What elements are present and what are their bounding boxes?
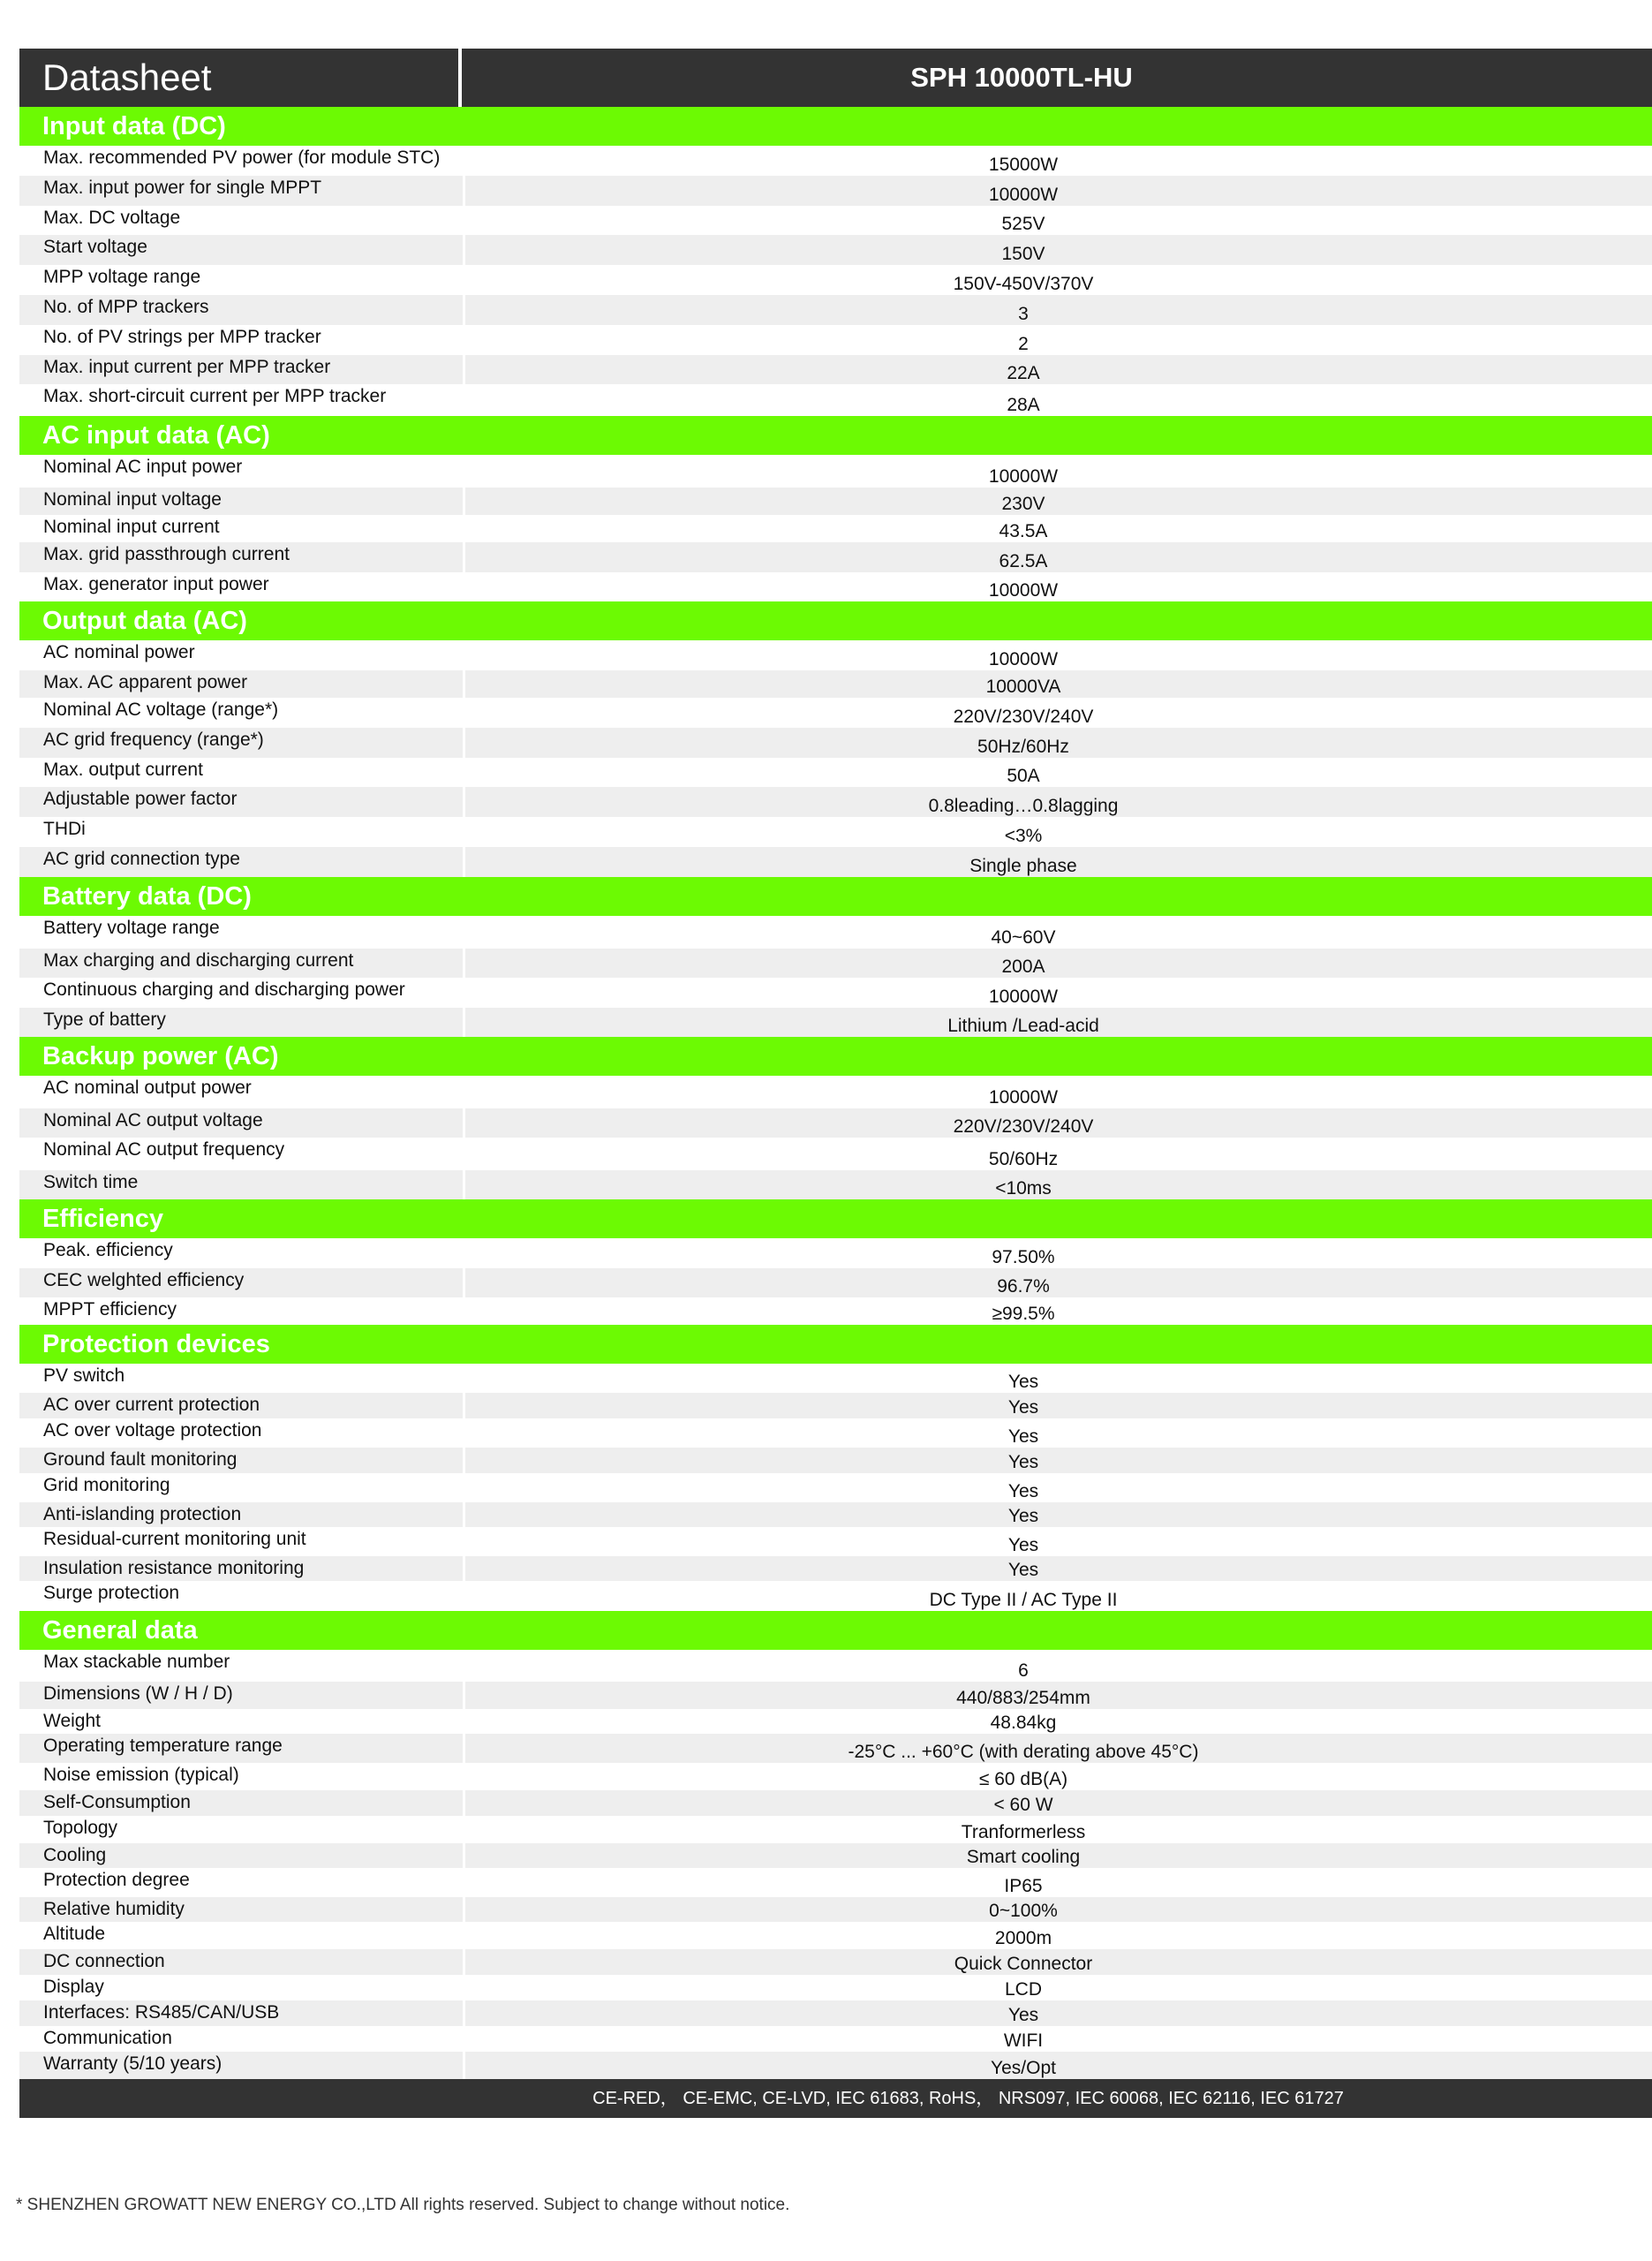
section-title: Output data (AC) bbox=[19, 601, 1652, 640]
copyright-footnote: * SHENZHEN GROWATT NEW ENERGY CO.,LTD All rights reserved. Subject to change without notice. bbox=[16, 2196, 790, 2214]
spec-row bbox=[19, 817, 1652, 847]
section-title: Protection devices bbox=[19, 1325, 1652, 1364]
spec-value: IP65 bbox=[1004, 1876, 1043, 1896]
spec-value: Yes bbox=[1007, 1535, 1039, 1555]
spec-value: Yes bbox=[1007, 1560, 1039, 1580]
spec-value: Yes bbox=[1007, 2005, 1039, 2025]
spec-label: AC nominal power bbox=[19, 640, 465, 670]
spec-label: MPPT efficiency bbox=[19, 1297, 465, 1325]
model-name: SPH 10000TL-HU bbox=[910, 62, 1133, 93]
spec-label: Ground fault monitoring bbox=[19, 1448, 465, 1473]
spec-value: 10000W bbox=[988, 466, 1059, 487]
spec-label: Peak. efficiency bbox=[19, 1238, 465, 1268]
spec-label: PV switch bbox=[19, 1364, 465, 1393]
spec-value: Single phase bbox=[969, 856, 1077, 876]
spec-label: Switch time bbox=[19, 1170, 465, 1199]
spec-row bbox=[19, 455, 1652, 488]
spec-value: < 60 W bbox=[993, 1795, 1053, 1815]
spec-row bbox=[19, 325, 1652, 355]
spec-label: Display bbox=[19, 1975, 465, 2000]
spec-row bbox=[19, 1816, 1652, 1843]
datasheet-table bbox=[19, 49, 1652, 2118]
spec-label: Adjustable power factor bbox=[19, 787, 465, 817]
spec-label: Protection degree bbox=[19, 1868, 465, 1897]
certifications-bar: CE-RED， CE-EMC, CE-LVD, IEC 61683, RoHS， NRS097, IEC 60068, IEC 62116, IEC 61727 bbox=[19, 2079, 1652, 2118]
spec-label: Start voltage bbox=[19, 235, 465, 265]
spec-label: Max. grid passthrough current bbox=[19, 542, 465, 572]
spec-row bbox=[19, 1527, 1652, 1556]
datasheet-title: Datasheet bbox=[19, 49, 462, 107]
spec-row bbox=[19, 295, 1652, 325]
spec-value: 62.5A bbox=[999, 551, 1048, 571]
spec-value: 50A bbox=[1007, 766, 1040, 786]
sections-container bbox=[19, 107, 1652, 2079]
spec-value: 150V bbox=[1001, 244, 1045, 264]
spec-row bbox=[19, 515, 1652, 542]
spec-row bbox=[19, 206, 1652, 235]
spec-row bbox=[19, 265, 1652, 295]
spec-label: Max stackable number bbox=[19, 1650, 465, 1682]
spec-value: 2000m bbox=[994, 1928, 1052, 1948]
spec-row bbox=[19, 1418, 1652, 1448]
spec-label: Surge protection bbox=[19, 1581, 465, 1611]
spec-label: Max. recommended PV power (for module STC) bbox=[19, 146, 465, 176]
spec-value: 15000W bbox=[988, 155, 1059, 175]
spec-label: Topology bbox=[19, 1816, 465, 1843]
spec-label: Nominal AC output voltage bbox=[19, 1108, 465, 1138]
spec-value: 220V/230V/240V bbox=[953, 707, 1094, 727]
spec-value: 10000W bbox=[988, 580, 1059, 601]
spec-row bbox=[19, 176, 1652, 206]
spec-value: DC Type II / AC Type II bbox=[929, 1590, 1118, 1610]
spec-row bbox=[19, 1556, 1652, 1581]
section-title: Battery data (DC) bbox=[19, 877, 1652, 916]
spec-row bbox=[19, 1473, 1652, 1502]
spec-value: Smart cooling bbox=[966, 1847, 1081, 1867]
section-title: Efficiency bbox=[19, 1199, 1652, 1238]
spec-row bbox=[19, 916, 1652, 949]
spec-label: Residual-current monitoring unit bbox=[19, 1527, 465, 1556]
spec-row bbox=[19, 787, 1652, 817]
spec-row bbox=[19, 1581, 1652, 1611]
spec-value: Quick Connector bbox=[954, 1954, 1093, 1974]
spec-value: 440/883/254mm bbox=[956, 1688, 1090, 1708]
spec-value: Yes bbox=[1007, 1452, 1039, 1472]
spec-label: Type of battery bbox=[19, 1008, 465, 1037]
spec-value: 3 bbox=[1018, 304, 1029, 324]
spec-row bbox=[19, 1364, 1652, 1393]
spec-value: 230V bbox=[1001, 494, 1045, 514]
spec-value: 10000W bbox=[988, 649, 1059, 669]
spec-label: Noise emission (typical) bbox=[19, 1763, 465, 1790]
spec-label: Nominal AC output frequency bbox=[19, 1138, 465, 1170]
section-title: Input data (DC) bbox=[19, 107, 1652, 146]
spec-row bbox=[19, 978, 1652, 1008]
spec-row bbox=[19, 1502, 1652, 1527]
spec-label: Communication bbox=[19, 2026, 465, 2052]
spec-label: No. of PV strings per MPP tracker bbox=[19, 325, 465, 355]
spec-label: Interfaces: RS485/CAN/USB bbox=[19, 2000, 465, 2026]
spec-value: 50/60Hz bbox=[988, 1149, 1059, 1169]
spec-label: Max. input power for single MPPT bbox=[19, 176, 465, 206]
spec-label: Max. DC voltage bbox=[19, 206, 465, 235]
spec-row bbox=[19, 1076, 1652, 1108]
spec-label: Max. AC apparent power bbox=[19, 670, 465, 698]
spec-row bbox=[19, 758, 1652, 787]
spec-row bbox=[19, 1008, 1652, 1037]
spec-value: LCD bbox=[1004, 1979, 1042, 2000]
section-title: AC input data (AC) bbox=[19, 416, 1652, 455]
datasheet-header bbox=[19, 49, 1652, 107]
spec-label: Relative humidity bbox=[19, 1897, 465, 1922]
spec-row bbox=[19, 728, 1652, 758]
spec-row bbox=[19, 146, 1652, 176]
spec-row bbox=[19, 1170, 1652, 1199]
section bbox=[19, 601, 1652, 877]
spec-value: Yes/Opt bbox=[991, 2058, 1056, 2078]
spec-value: 0.8leading…0.8lagging bbox=[928, 796, 1119, 816]
spec-row bbox=[19, 235, 1652, 265]
spec-label: AC grid frequency (range*) bbox=[19, 728, 465, 758]
spec-row bbox=[19, 1763, 1652, 1790]
spec-label: Operating temperature range bbox=[19, 1734, 465, 1763]
spec-row bbox=[19, 670, 1652, 698]
spec-row bbox=[19, 1650, 1652, 1682]
spec-row bbox=[19, 1297, 1652, 1325]
spec-row bbox=[19, 488, 1652, 515]
spec-value: 48.84kg bbox=[990, 1713, 1057, 1733]
section bbox=[19, 1325, 1652, 1611]
spec-label: AC nominal output power bbox=[19, 1076, 465, 1108]
spec-value: 28A bbox=[1007, 395, 1040, 415]
spec-label: THDi bbox=[19, 817, 465, 847]
spec-row bbox=[19, 542, 1652, 572]
spec-label: Cooling bbox=[19, 1843, 465, 1868]
spec-label: Max. input current per MPP tracker bbox=[19, 355, 465, 384]
spec-value: 10000W bbox=[988, 185, 1059, 205]
spec-row bbox=[19, 1238, 1652, 1268]
spec-label: AC over current protection bbox=[19, 1393, 465, 1418]
spec-label: Nominal AC input power bbox=[19, 455, 465, 488]
spec-row bbox=[19, 949, 1652, 978]
section bbox=[19, 107, 1652, 416]
spec-value: 2 bbox=[1018, 334, 1029, 354]
spec-row bbox=[19, 1922, 1652, 1949]
spec-value: 200A bbox=[1001, 957, 1045, 977]
spec-value: 97.50% bbox=[992, 1247, 1055, 1267]
spec-label: DC connection bbox=[19, 1949, 465, 1975]
spec-label: Max. output current bbox=[19, 758, 465, 787]
spec-value: Yes bbox=[1007, 1397, 1039, 1418]
spec-label: CEC welghted efficiency bbox=[19, 1268, 465, 1297]
spec-value: -25°C ... +60°C (with derating above 45°C) bbox=[848, 1742, 1199, 1762]
spec-value: Yes bbox=[1007, 1426, 1039, 1447]
section bbox=[19, 877, 1652, 1037]
section bbox=[19, 416, 1652, 601]
spec-label: Dimensions (W / H / D) bbox=[19, 1682, 465, 1709]
spec-row bbox=[19, 640, 1652, 670]
spec-value: 525V bbox=[1001, 214, 1045, 234]
spec-row bbox=[19, 847, 1652, 877]
spec-label: Max. generator input power bbox=[19, 572, 465, 601]
spec-row bbox=[19, 1108, 1652, 1138]
spec-value: 0~100% bbox=[989, 1901, 1058, 1921]
spec-value: 10000VA bbox=[985, 677, 1061, 697]
spec-label: Weight bbox=[19, 1709, 465, 1734]
spec-value: WIFI bbox=[1003, 2030, 1044, 2051]
spec-value: 220V/230V/240V bbox=[953, 1116, 1094, 1137]
spec-label: Anti-islanding protection bbox=[19, 1502, 465, 1527]
spec-row bbox=[19, 355, 1652, 384]
spec-row bbox=[19, 2052, 1652, 2079]
spec-row bbox=[19, 1949, 1652, 1975]
section-title: Backup power (AC) bbox=[19, 1037, 1652, 1076]
spec-value: 96.7% bbox=[997, 1276, 1050, 1297]
spec-label: Grid monitoring bbox=[19, 1473, 465, 1502]
spec-label: AC over voltage protection bbox=[19, 1418, 465, 1448]
spec-value: 50Hz/60Hz bbox=[977, 737, 1069, 757]
spec-value: 10000W bbox=[988, 1087, 1059, 1108]
spec-value: 40~60V bbox=[991, 927, 1056, 948]
spec-row bbox=[19, 1448, 1652, 1473]
section bbox=[19, 1611, 1652, 2079]
spec-value: 6 bbox=[1018, 1660, 1029, 1681]
spec-label: Altitude bbox=[19, 1922, 465, 1949]
spec-row bbox=[19, 1393, 1652, 1418]
spec-value: Tranformerless bbox=[961, 1822, 1086, 1842]
spec-row bbox=[19, 1138, 1652, 1170]
spec-row bbox=[19, 1790, 1652, 1816]
spec-value: ≤ 60 dB(A) bbox=[978, 1769, 1068, 1789]
spec-row bbox=[19, 1709, 1652, 1734]
spec-row bbox=[19, 1868, 1652, 1897]
spec-label: Insulation resistance monitoring bbox=[19, 1556, 465, 1581]
spec-row bbox=[19, 1897, 1652, 1922]
spec-value: Yes bbox=[1007, 1506, 1039, 1526]
spec-value: <10ms bbox=[995, 1178, 1052, 1199]
spec-row bbox=[19, 572, 1652, 601]
spec-value: Yes bbox=[1007, 1372, 1039, 1392]
spec-value: Yes bbox=[1007, 1481, 1039, 1501]
spec-row bbox=[19, 2000, 1652, 2026]
spec-label: Max. short-circuit current per MPP tracker bbox=[19, 384, 465, 416]
spec-label: Self-Consumption bbox=[19, 1790, 465, 1816]
spec-label: Max charging and discharging current bbox=[19, 949, 465, 978]
spec-value: 43.5A bbox=[999, 521, 1048, 541]
spec-label: MPP voltage range bbox=[19, 265, 465, 295]
spec-label: AC grid connection type bbox=[19, 847, 465, 877]
spec-label: Continuous charging and discharging power bbox=[19, 978, 465, 1008]
spec-row bbox=[19, 2026, 1652, 2052]
spec-row bbox=[19, 1975, 1652, 2000]
section-title: General data bbox=[19, 1611, 1652, 1650]
spec-value: 22A bbox=[1007, 363, 1040, 383]
spec-value: 10000W bbox=[988, 987, 1059, 1007]
spec-label: Nominal AC voltage (range*) bbox=[19, 698, 465, 728]
spec-value: <3% bbox=[1004, 826, 1043, 846]
spec-label: No. of MPP trackers bbox=[19, 295, 465, 325]
section bbox=[19, 1037, 1652, 1199]
spec-value: Lithium /Lead-acid bbox=[947, 1016, 1099, 1036]
spec-label: Warranty (5/10 years) bbox=[19, 2052, 465, 2079]
spec-label: Nominal input voltage bbox=[19, 488, 465, 515]
spec-row bbox=[19, 384, 1652, 416]
spec-value: ≥99.5% bbox=[992, 1304, 1055, 1324]
section bbox=[19, 1199, 1652, 1325]
spec-label: Battery voltage range bbox=[19, 916, 465, 949]
spec-label: Nominal input current bbox=[19, 515, 465, 542]
spec-row bbox=[19, 1682, 1652, 1709]
spec-value: 150V-450V/370V bbox=[953, 274, 1094, 294]
spec-row bbox=[19, 1843, 1652, 1868]
spec-row bbox=[19, 1734, 1652, 1763]
spec-row bbox=[19, 1268, 1652, 1297]
spec-row bbox=[19, 698, 1652, 728]
